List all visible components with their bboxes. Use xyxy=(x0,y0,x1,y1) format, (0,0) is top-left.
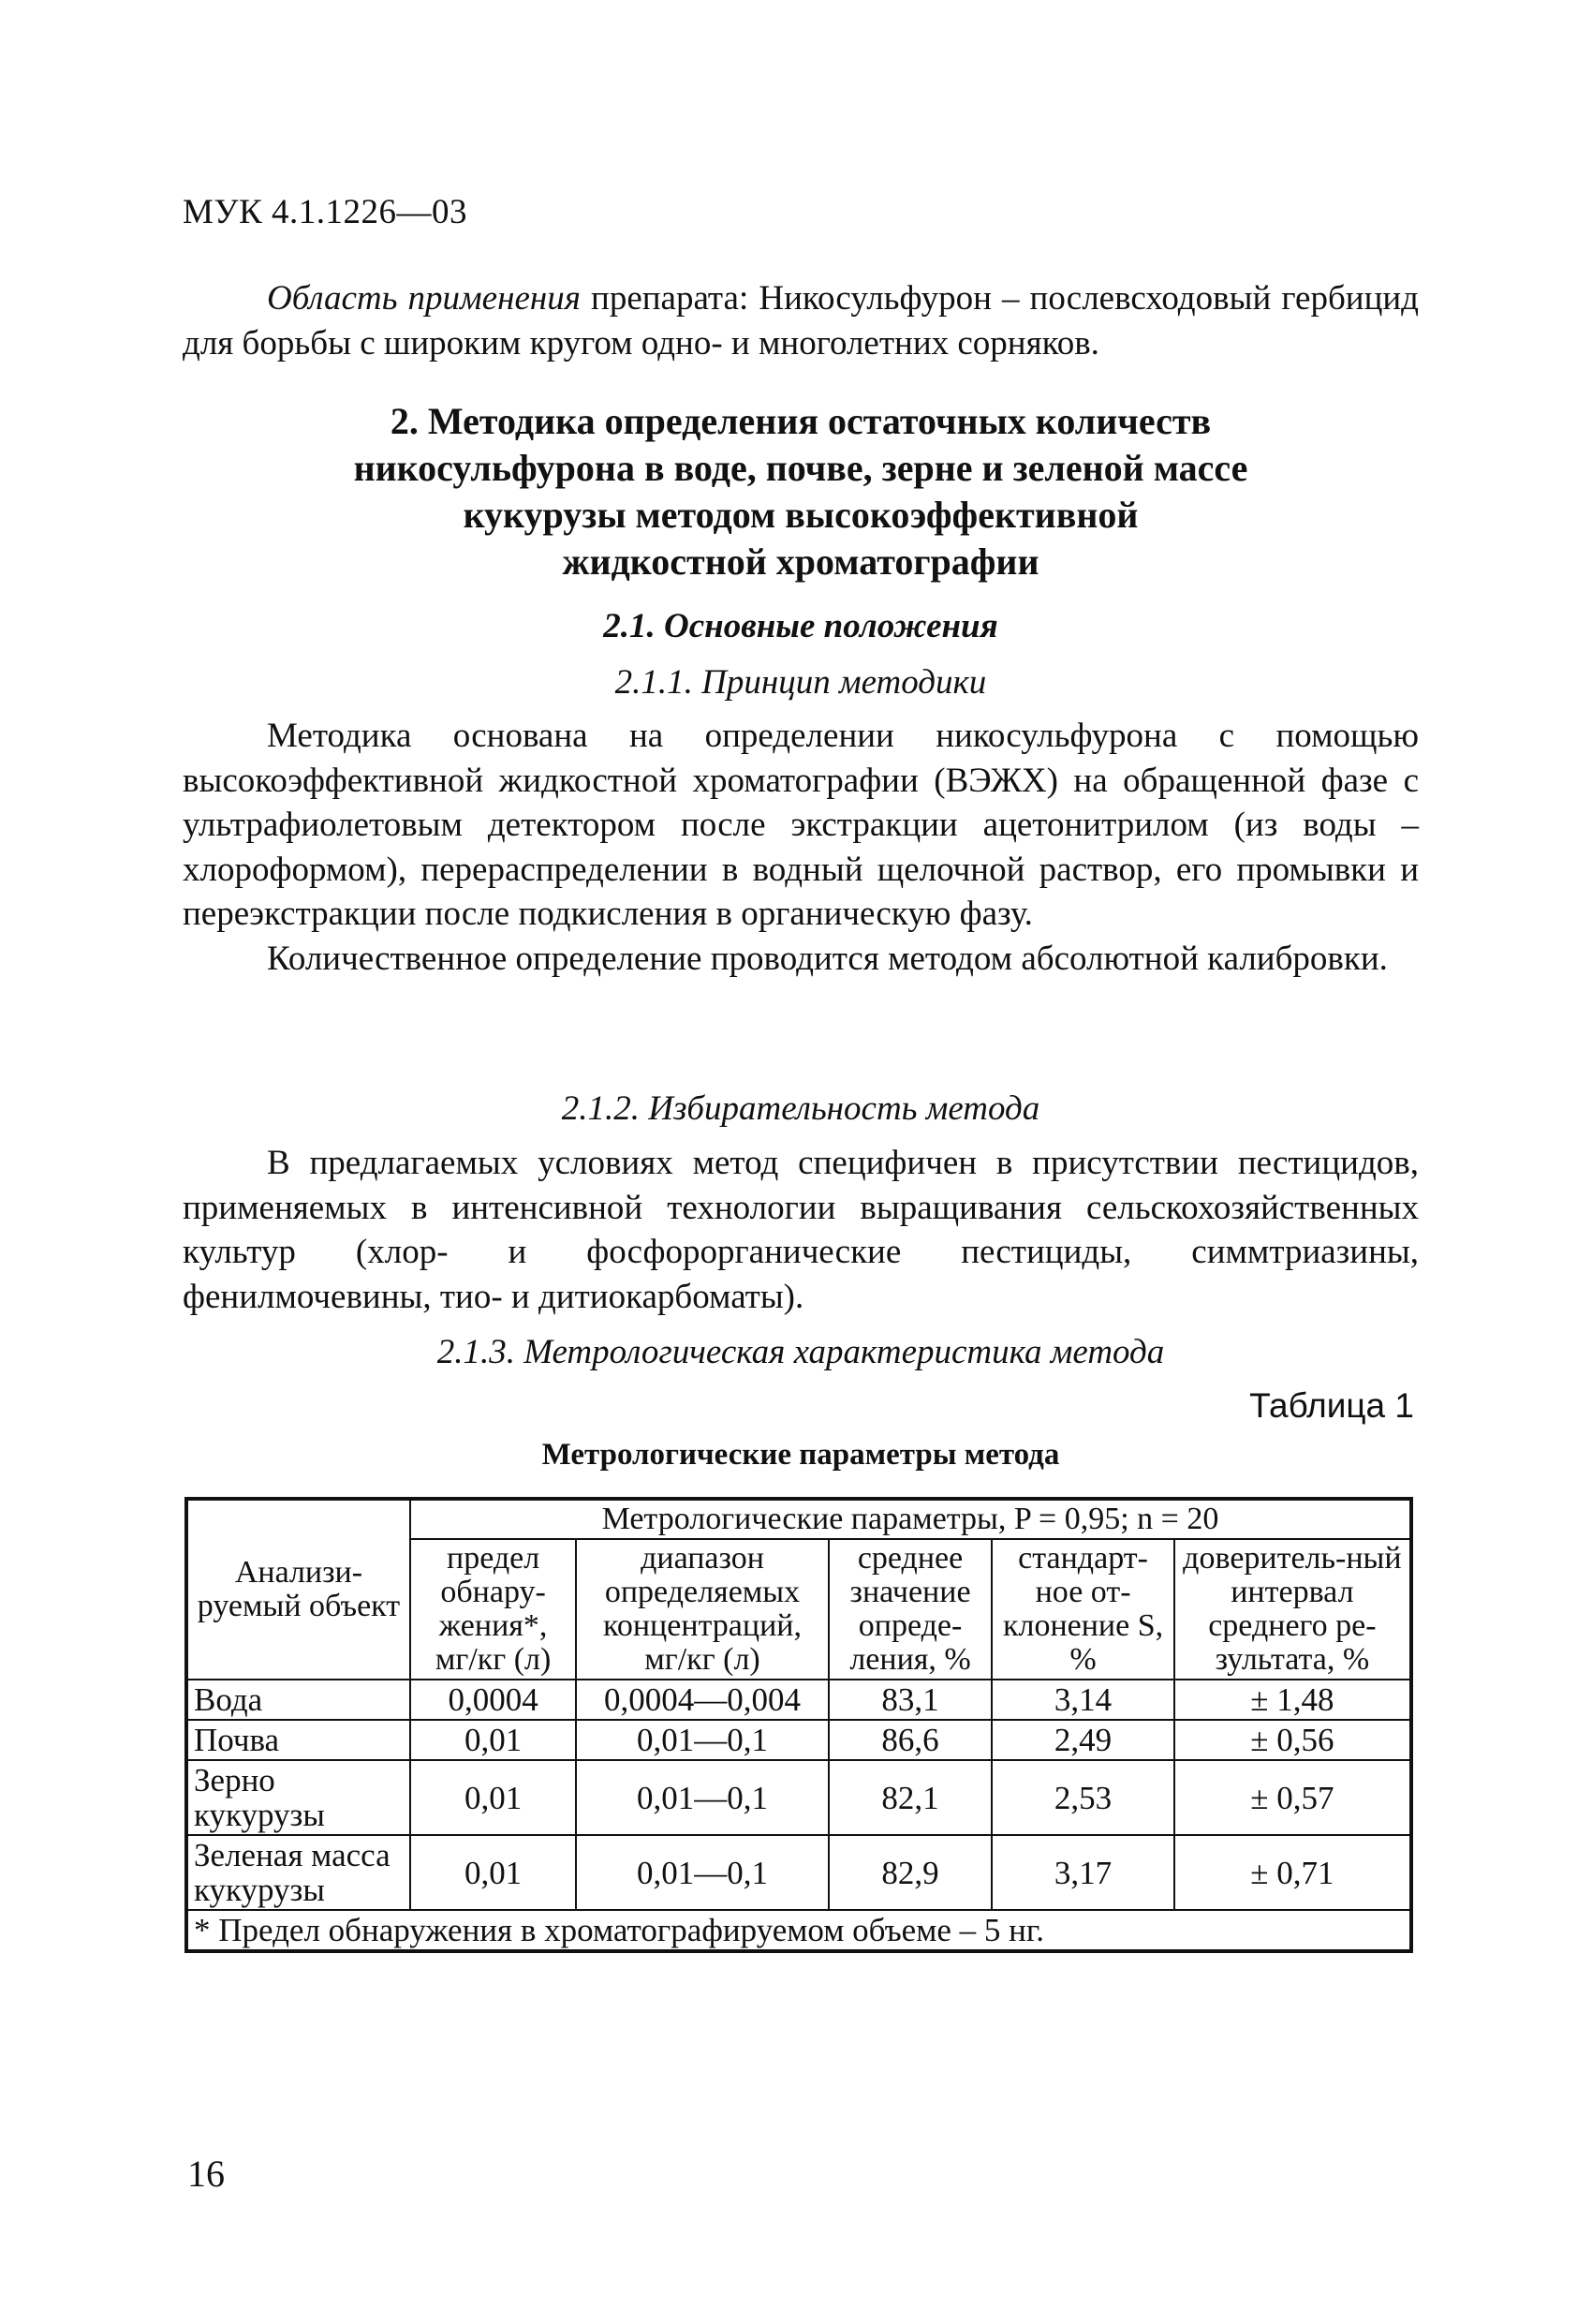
selectivity-block xyxy=(183,1141,1419,1319)
subsection-title-2-1: 2.1. Основные положения xyxy=(603,607,998,645)
column-header: стандарт-ное от-клонение S, % xyxy=(992,1539,1173,1680)
table-cell: 0,01 xyxy=(410,1835,576,1910)
scope-text: препарата: Никосульфурон – послевсходовый гербицид для борьбы с широким кругом одно- и многолетних сорняков. xyxy=(183,279,1420,363)
table-cell: 0,01 xyxy=(410,1760,576,1835)
object-cell: Зерно кукурузы xyxy=(186,1760,410,1835)
table-cell: 0,0004—0,004 xyxy=(576,1680,828,1720)
principle-paragraph: Методика основана на определении никосульфурона с помощью высокоэффективной жидкостной хроматографии (ВЭЖХ) на обращенной фазе с ультрафиолетовым детектором после экстракции ацетонитрилом (из воды – хлороформом), перераспределении в водный щелочной раствор, его промывки и переэкстракции после подкисления в органическую фазу. xyxy=(183,717,1419,933)
subsection-title-2-1-2: 2.1.2. Избирательность метода xyxy=(561,1089,1040,1128)
table-cell: ± 1,48 xyxy=(1174,1680,1411,1720)
column-header: среднее значение опреде-ления, % xyxy=(829,1539,993,1680)
column-header: диапазон определяемых концентраций, мг/кг (л) xyxy=(576,1539,828,1680)
table-row xyxy=(186,1760,1411,1835)
section-title-line: жидкостной хроматографии xyxy=(562,540,1039,583)
page-number: 16 xyxy=(187,2153,225,2195)
table-cell: 2,49 xyxy=(992,1720,1173,1760)
table-cell: 82,9 xyxy=(829,1835,993,1910)
section-title-line: 2. Методика определения остаточных количеств xyxy=(390,400,1212,442)
table-cell: ± 0,71 xyxy=(1174,1835,1411,1910)
table-cell: 3,17 xyxy=(992,1835,1173,1910)
selectivity-paragraph: В предлагаемых условиях метод специфичен в присутствии пестицидов, применяемых в интенсивной технологии выращивания сельскохозяйственных культур (хлор- и фосфорорганические пестициды, симмтриазины, фенилмочевины, тио- и дитиокарбоматы). xyxy=(183,1144,1419,1316)
table-header-row xyxy=(186,1499,1411,1539)
table-cell: ± 0,57 xyxy=(1174,1760,1411,1835)
table-cell: 0,01—0,1 xyxy=(576,1760,828,1835)
metrology-table xyxy=(184,1497,1413,1953)
object-header: Анализи-руемый объект xyxy=(186,1499,410,1680)
subsection-title-2-1-1: 2.1.1. Принцип методики xyxy=(614,663,987,702)
object-cell: Вода xyxy=(186,1680,410,1720)
table-cell: 0,01—0,1 xyxy=(576,1720,828,1760)
group-header: Метрологические параметры, P = 0,95; n = 20 xyxy=(410,1499,1411,1539)
table-cell: 82,1 xyxy=(829,1760,993,1835)
table-cell: 3,14 xyxy=(992,1680,1173,1720)
column-header: доверитель-ный интервал среднего ре-зультата, % xyxy=(1174,1539,1411,1680)
section-title-line: никосульфурона в воде, почве, зерне и зеленой массе xyxy=(353,447,1248,489)
calibration-paragraph: Количественное определение проводится методом абсолютной калибровки. xyxy=(267,939,1388,978)
scope-paragraph xyxy=(183,276,1419,365)
table-cell: 2,53 xyxy=(992,1760,1173,1835)
table-label: Таблица 1 xyxy=(1249,1386,1414,1425)
table-title: Метрологические параметры метода xyxy=(541,1438,1060,1472)
table-cell: 0,01—0,1 xyxy=(576,1835,828,1910)
object-cell: Зеленая масса кукурузы xyxy=(186,1835,410,1910)
table-footnote-row xyxy=(186,1910,1411,1951)
table-row xyxy=(186,1720,1411,1760)
table-cell: 0,0004 xyxy=(410,1680,576,1720)
column-header: предел обнару-жения*, мг/кг (л) xyxy=(410,1539,576,1680)
table-cell: ± 0,56 xyxy=(1174,1720,1411,1760)
document-code: МУК 4.1.1226—03 xyxy=(183,193,468,231)
scope-label: Область применения xyxy=(267,279,581,318)
table-cell: 86,6 xyxy=(829,1720,993,1760)
table-row xyxy=(186,1680,1411,1720)
object-cell: Почва xyxy=(186,1720,410,1760)
table-footnote: * Предел обнаружения в хроматографируемом объеме – 5 нг. xyxy=(186,1910,1411,1951)
section-title xyxy=(183,398,1419,585)
subsection-title-2-1-3: 2.1.3. Метрологическая характеристика метода xyxy=(436,1333,1165,1371)
table-row xyxy=(186,1835,1411,1910)
principle-block xyxy=(183,714,1419,981)
table-cell: 83,1 xyxy=(829,1680,993,1720)
table-cell: 0,01 xyxy=(410,1720,576,1760)
section-title-line: кукурузы методом высокоэффективной xyxy=(463,494,1139,536)
